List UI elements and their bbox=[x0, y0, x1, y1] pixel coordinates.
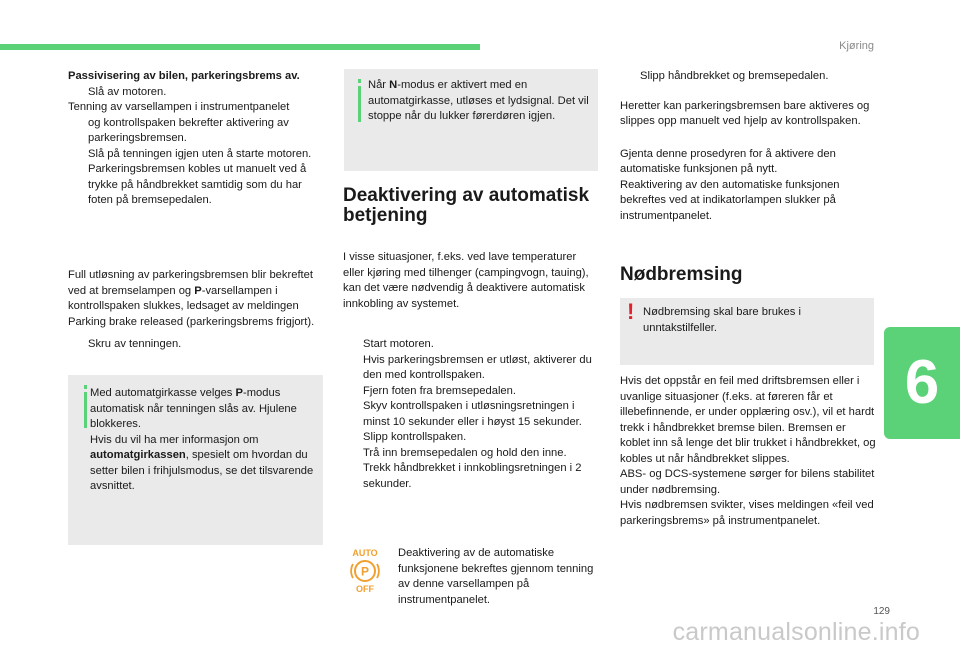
step-item: Start motoren. bbox=[363, 338, 434, 350]
info-text: Hvis du vil ha mer informasjon om automatgirkassen, spesielt om hvordan du setter bilen i frihjulsmodus, se det tilsvarende avsnittet. bbox=[90, 433, 314, 492]
info-box-n-mode bbox=[344, 69, 598, 171]
page-number: 129 bbox=[873, 606, 890, 617]
col1-step: Slå på tenningen igjen uten å starte motoren. bbox=[88, 147, 312, 160]
col1-step: Skru av tenningen. bbox=[88, 338, 182, 350]
step-item: Trå inn bremsepedalen og hold den inne. bbox=[363, 446, 567, 459]
icon-label-bottom: OFF bbox=[356, 584, 374, 593]
watermark: carmanualsonline.info bbox=[672, 618, 920, 646]
auto-p-off-warning-icon bbox=[346, 547, 384, 593]
col3-paragraph: Hvis det oppstår en feil med driftsbremsen eller i uvanlige situasjoner (f.eks. at føreren får et illebefinnende, er under opplæring osv.), vil et hardt trekk i håndbrekket bremse bilen. Bremsen er koblet inn så lenge det blir trukket i håndbrekket, og kobles ut når håndbrekket slippes. bbox=[620, 375, 876, 465]
heading-deactivation: Deaktivering av automatisk betjening bbox=[343, 185, 590, 226]
header-accent-bar bbox=[0, 44, 480, 50]
icon-label-mid: P bbox=[360, 564, 370, 579]
column-2 bbox=[343, 250, 599, 312]
column-3-lower bbox=[620, 374, 876, 529]
icon-label-top: AUTO bbox=[352, 548, 378, 558]
chapter-number: 6 bbox=[904, 348, 940, 417]
warning-text: Nødbremsing skal bare brukes i unntakstilfeller. bbox=[643, 306, 801, 334]
step-item: Slipp kontrollspaken. bbox=[363, 431, 467, 443]
col3-paragraph: Hvis nødbremsen svikter, vises meldingen «feil ved parkeringsbrems» på instrumentpanelet. bbox=[620, 499, 874, 527]
step-item: Trekk håndbrekket i innkoblingsretningen i 2 sekunder. bbox=[363, 462, 582, 490]
col1-step: Parkeringsbremsen kobles ut manuelt ved å trykke på håndbrekket samtidig som du har foten på bremsepedalen. bbox=[88, 163, 307, 206]
col3-paragraph: Reaktivering av den automatiske funksjonen bekreftes ved at indikatorlampen slukker på instrumentpanelet. bbox=[620, 178, 840, 222]
deactivation-steps bbox=[343, 337, 599, 492]
col1-title: Passivisering av bilen, parkeringsbrems av. bbox=[68, 70, 300, 82]
step-item: Hvis parkeringsbremsen er utløst, aktiverer du den med kontrollspaken. bbox=[363, 353, 592, 381]
heading-emergency-braking: Nødbremsing bbox=[620, 264, 743, 285]
info-text: Med automatgirkasse velges P-modus automatisk når tenningen slås av. Hjulene blokkeres. bbox=[90, 387, 297, 430]
col3-paragraph: ABS- og DCS-systemene sørger for bilens stabilitet under nødbremsing. bbox=[620, 468, 875, 496]
warning-box bbox=[620, 298, 874, 365]
step-item: Slipp håndbrekket og bremsepedalen. bbox=[640, 70, 829, 82]
col1-paragraph: Tenning av varsellampen i instrumentpanelet bbox=[68, 101, 290, 113]
info-icon bbox=[358, 86, 365, 122]
col2-intro: I visse situasjoner, f.eks. ved lave temperaturer eller kjøring med tilhenger (campingvogn, tauing), kan det være nødvendig å deaktivere automatisk innkobling av systemet. bbox=[343, 251, 589, 310]
column-3 bbox=[620, 69, 874, 224]
warning-icon: ! bbox=[627, 299, 635, 324]
info-box-automatic-gearbox bbox=[68, 375, 323, 545]
col3-paragraph: Heretter kan parkeringsbremsen bare aktiveres og slippes opp manuelt ved hjelp av kontrollspaken. bbox=[620, 99, 870, 127]
step-item: Skyv kontrollspaken i utløsningsretningen i minst 10 sekunder eller i høyst 15 sekunder. bbox=[363, 400, 582, 428]
col1-step: Slå av motoren. bbox=[88, 85, 167, 98]
col1-release-paragraph: Full utløsning av parkeringsbremsen blir bekreftet ved at bremselampen og P-varsellampen i kontrollspaken slukkes, ledsaget av meldingen Parking brake released (parkeringsbrems frigjort). bbox=[68, 269, 315, 328]
step-item: Fjern foten fra bremsepedalen. bbox=[363, 384, 516, 397]
column-1-lower bbox=[68, 268, 324, 353]
section-title: Kjøring bbox=[839, 40, 874, 52]
icon-caption: Deaktivering av de automatiske funksjonene bekreftes gjennom tenning av denne varsellampen på instrumentpanelet. bbox=[398, 547, 594, 606]
col3-paragraph: Gjenta denne prosedyren for å aktivere den automatiske funksjonen på nytt. bbox=[620, 147, 836, 175]
col1-paragraph-cont: og kontrollspaken bekrefter aktivering av parkeringsbremsen. bbox=[88, 116, 289, 144]
column-1 bbox=[68, 69, 324, 209]
info-text: Når N-modus er aktivert med en automatgirkasse, utløses et lydsignal. Det vil stoppe når du lukker førerdøren igjen. bbox=[368, 79, 589, 122]
